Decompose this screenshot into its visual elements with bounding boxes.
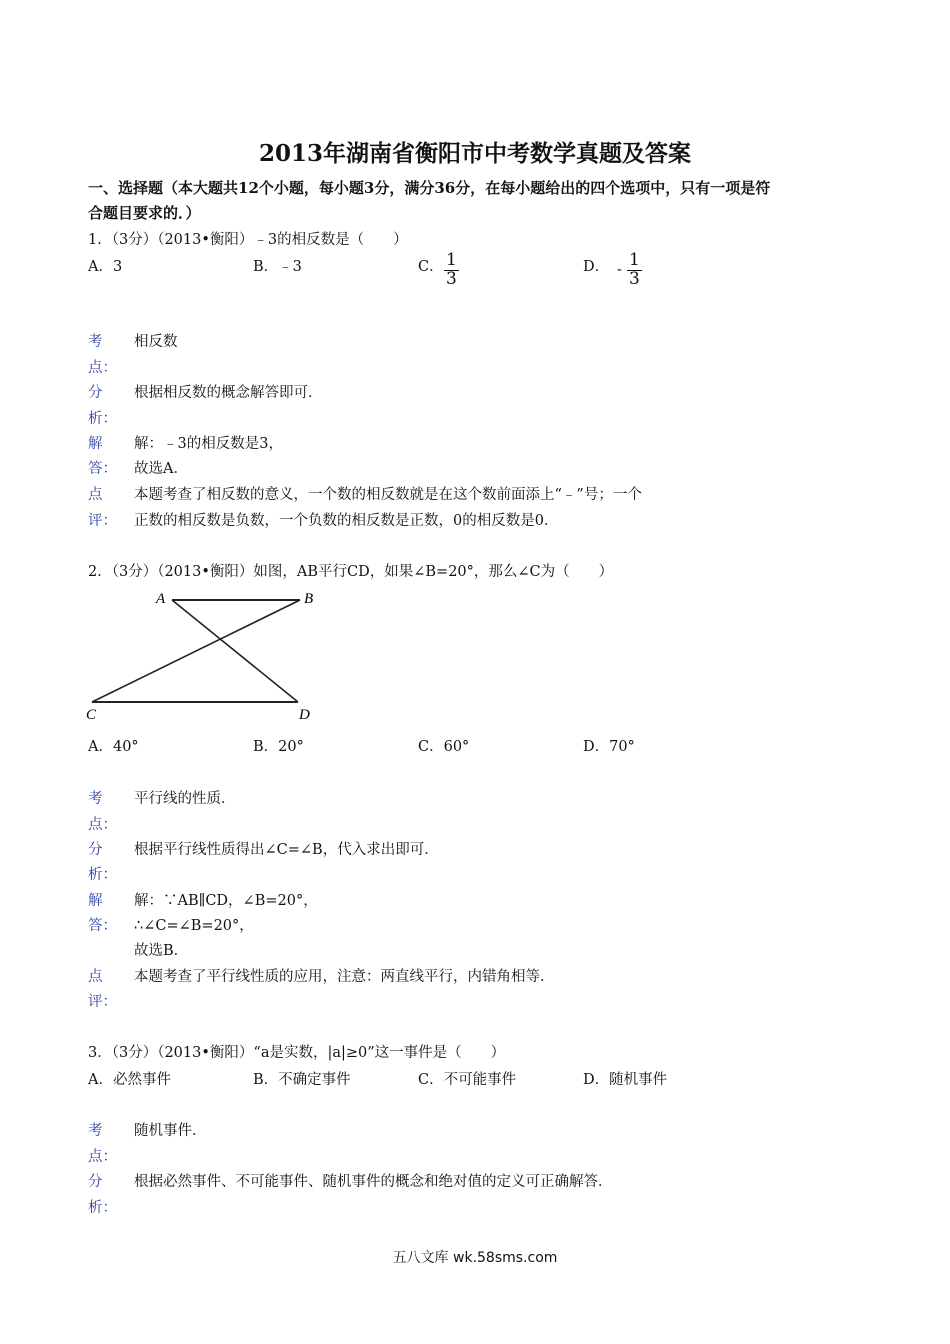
q1-option-d-fraction [627,252,642,289]
section-heading-line2: 合题目要求的．） [88,204,201,222]
q1-option-a: A．3 [88,259,123,275]
q2-kaodian-label-2: 点： [88,817,117,833]
q2-dianping-text: 本题考查了平行线性质的应用，注意：两直线平行，内错角相等． [134,969,555,985]
q2-kaodian-label-1: 考 [88,791,103,807]
q2-jieda-text-1: 解：∵AB∥CD，∠B=20°， [134,893,318,909]
page-footer: 五八文库 wk.58sms.com [392,1250,558,1266]
q3-fenxi-label-2: 析： [88,1200,117,1216]
parallel-lines-figure [80,585,330,725]
q1-jieda-label-2: 答： [88,461,117,477]
q3-option-a: A．必然事件 [88,1072,171,1088]
q1-jieda-text-2: 故选A． [134,461,188,477]
q3-kaodian-text: 随机事件． [134,1123,207,1139]
q1-option-c-fraction [444,252,459,289]
q2-fenxi-label-2: 析： [88,867,117,883]
page-title: 2013年湖南省衡阳市中考数学真题及答案 [258,140,691,167]
q1-kaodian-text: 相反数 [134,334,178,350]
q1-option-c: C． [418,259,444,275]
q1-kaodian-label-2: 点： [88,360,117,376]
q3-option-c: C．不可能事件 [418,1072,517,1088]
q1-kaodian-label-1: 考 [88,334,103,350]
q3-stem: 3．（3分）（2013•衡阳）“a是实数，|a|≥0”这一事件是（ ） [88,1045,506,1061]
q2-kaodian-text: 平行线的性质． [134,791,236,807]
q1-dianping-label-2: 评： [88,513,117,529]
q1-jieda-label-1: 解 [88,436,103,452]
q2-stem: 2．（3分）（2013•衡阳）如图，AB平行CD，如果∠B=20°，那么∠C为（ ） [88,564,614,580]
q2-jieda-label-2: 答： [88,918,117,934]
q1-option-d: D． [583,259,610,275]
label-c: C [86,707,97,723]
q2-dianping-label-2: 评： [88,994,117,1010]
q2-fenxi-label-1: 分 [88,842,103,858]
q1-stem: 1．（3分）（2013•衡阳）﹣3的相反数是（ ） [88,232,408,248]
q3-fenxi-label-1: 分 [88,1174,103,1190]
q2-jieda-label-1: 解 [88,893,103,909]
q1-fenxi-label-2: 析： [88,411,117,427]
q3-option-b: B．不确定事件 [253,1072,351,1088]
q1-option-b: B．﹣3 [253,259,302,275]
q3-kaodian-label-2: 点： [88,1149,117,1165]
label-d: D [299,707,310,723]
fraction-denominator: 3 [446,268,457,289]
q1-option-d-sign: - [617,262,622,278]
q2-option-b: B．20° [253,739,304,755]
q1-dianping-label-1: 点 [88,487,103,503]
q2-jieda-text-2: ∴∠C=∠B=20°， [134,918,254,934]
q3-kaodian-label-1: 考 [88,1123,103,1139]
fraction-numerator: 1 [446,250,457,270]
q1-fenxi-label-1: 分 [88,385,103,401]
q3-fenxi-text: 根据必然事件、不可能事件、随机事件的概念和绝对值的定义可正确解答． [134,1174,613,1190]
q1-jieda-text-1: 解：﹣3的相反数是3， [134,436,283,452]
q3-option-d: D．随机事件 [583,1072,668,1088]
label-a: A [156,591,166,607]
q1-dianping-text-1: 本题考查了相反数的意义，一个数的相反数就是在这个数前面添上“﹣”号；一个 [134,487,642,503]
segment-ad [172,600,298,702]
section-heading-line1: 一、选择题（本大题共12个小题，每小题3分，满分36分，在每小题给出的四个选项中，只有一项是符 [88,179,771,197]
fraction-denominator: 3 [629,268,640,289]
q2-option-a: A．40° [88,739,139,755]
q2-dianping-label-1: 点 [88,969,103,985]
q2-option-d: D．70° [583,739,635,755]
q2-fenxi-text: 根据平行线性质得出∠C=∠B，代入求出即可． [134,842,439,858]
label-b: B [304,591,314,607]
q2-option-c: C．60° [418,739,470,755]
q1-dianping-text-2: 正数的相反数是负数，一个负数的相反数是正数，0的相反数是0． [134,513,559,529]
q1-fenxi-text: 根据相反数的概念解答即可． [134,385,323,401]
q2-jieda-text-3: 故选B． [134,943,189,959]
segment-bc [92,600,300,702]
fraction-numerator: 1 [629,250,640,270]
